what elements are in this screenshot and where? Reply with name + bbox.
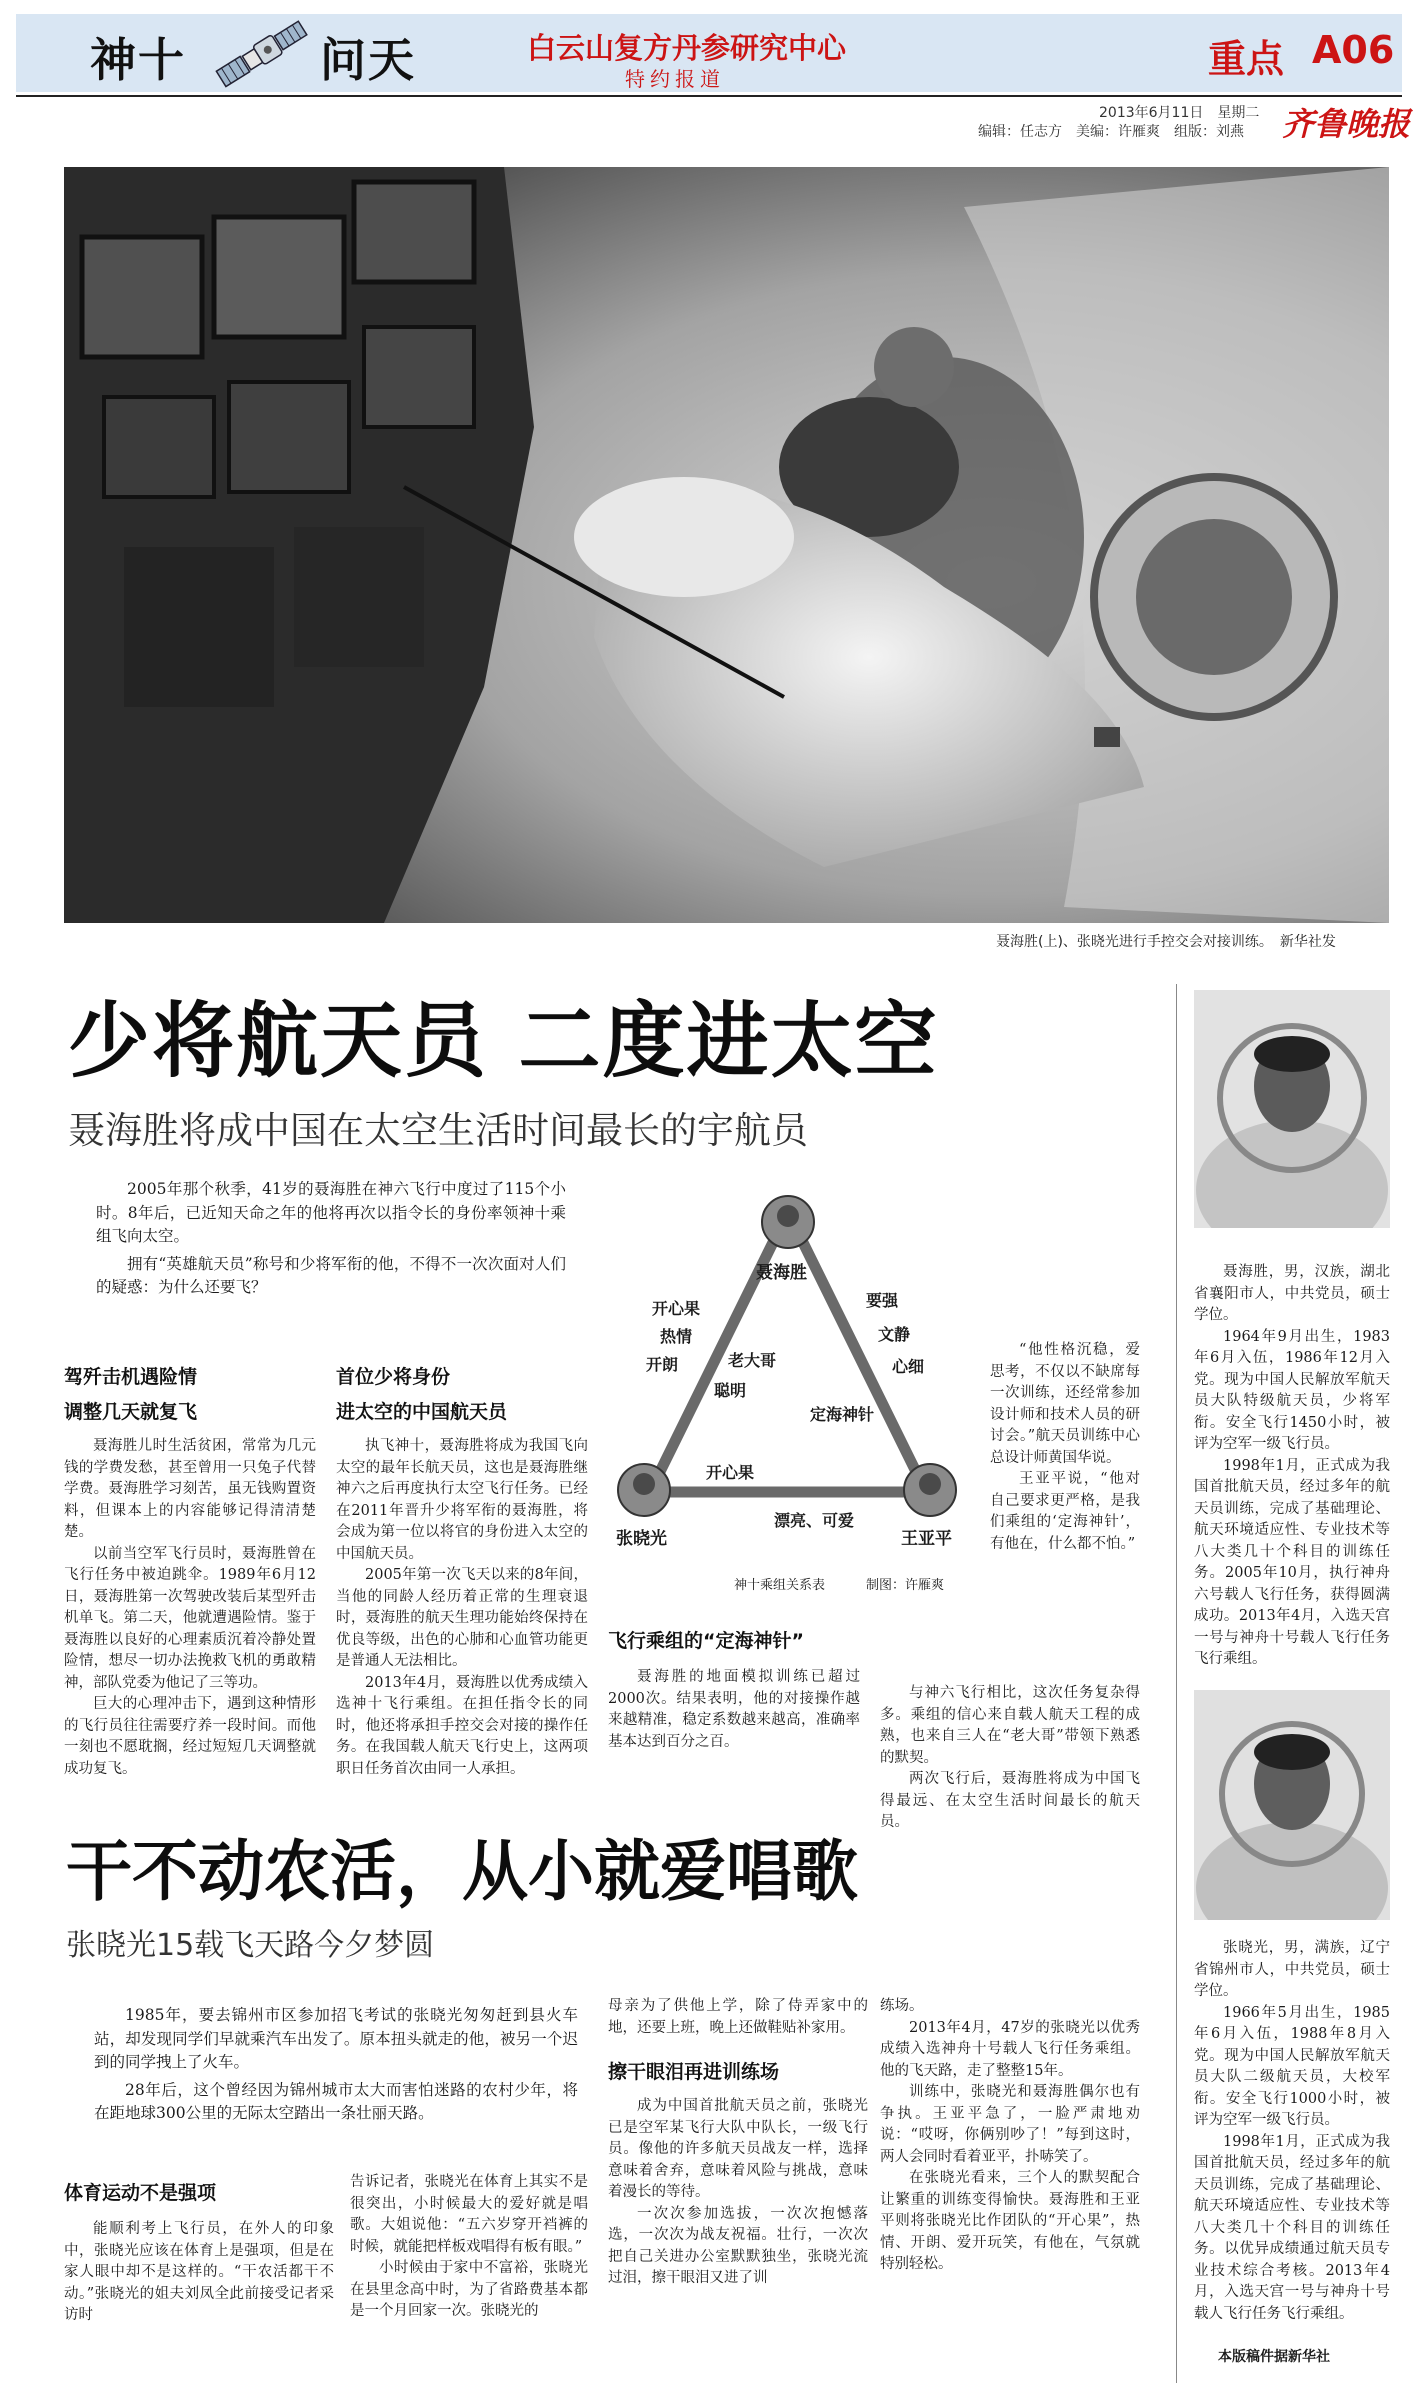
body-para: 小时候由于家中不富裕，张晓光在县里念高中时，为了省路费基本都是一个月回家一次。张晓光的: [350, 2260, 588, 2319]
credits-line: 编辑：任志方 美编：许雁爽 组版：刘燕: [978, 124, 1244, 140]
diagram-bottom: 漂亮、可爱: [774, 1511, 855, 1530]
diagram-caption: 神十乘组关系表: [734, 1578, 826, 1593]
profile-para: 1966年5月出生，1985年6月入伍，1988年8月入党。现为中国人民解放军航天员大队二级航天员，大校军衔。安全飞行1000小时，被评为空军一级飞行员。: [1194, 2004, 1390, 2128]
quote-para: 王亚平说，“他对自己要求更严格，是我们乘组的‘定海神针’，有他在，什么都不怕。”: [990, 1471, 1140, 1552]
body-para: 巨大的心理冲击下，遇到这种情形的飞行员往往需要疗养一段时间。而他一刻也不愿耽搁，经过短短几天调整就成功复飞。: [64, 1696, 316, 1777]
col2-heading: 进太空的中国航天员: [336, 1401, 508, 1423]
col3-heading: 飞行乘组的“定海神针”: [608, 1630, 804, 1652]
brand-left: 神十: [90, 33, 186, 87]
diagram-tl-trait: 开心果: [652, 1299, 701, 1318]
profile-nie: [1194, 1262, 1390, 1671]
profile-para: 1998年1月，正式成为我国首批航天员，经过多年的航天员训练，完成了基础理论、航天环境适应性、专业技术等八大类几十个科目的训练任务。以优异成绩通过航天员专业技术综合考核。2013年4月，入选天宫一号与神舟十号载人飞行任务飞行乘组。: [1194, 2133, 1390, 2322]
profile-zhang: [1194, 1938, 1390, 2325]
paper-name: 齐鲁晚报: [1282, 105, 1411, 143]
diagram-top-name: 聂海胜: [756, 1263, 807, 1283]
body-para: 2013年4月，47岁的张晓光以优秀成绩入选神舟十号载人飞行任务乘组。他的飞天路，走了整整15年。: [880, 2019, 1140, 2079]
body-para: 以前当空军飞行员时，聂海胜曾在飞行任务中被迫跳伞。1989年6月12日，聂海胜第一次驾驶改装后某型歼击机单飞。第二天，他就遭遇险情。鉴于聂海胜以良好的心理素质沉着冷静处置险情，想尽一切办法挽救飞机的勇敢精神，部队党委为他记了三等功。: [64, 1545, 316, 1691]
quote-para: 与神六飞行相比，这次任务复杂得多。乘组的信心来自载人航天工程的成熟，也来自三人在“老大哥”带领下熟悉的默契。: [880, 1685, 1140, 1766]
body-para: 成为中国首批航天员之前，张晓光已是空军某飞行大队中队长，一级飞行员。像他的许多航天员战友一样，选择意味着舍弃，意味着风险与挑战，意味着漫长的等待。: [608, 2098, 868, 2200]
body-para: 一次次参加选拔，一次次抱憾落选，一次次为战友祝福。壮行，一次次把自己关进办公室默默独坐，张晓光流过泪，擦干眼泪又进了训: [608, 2205, 868, 2286]
page-number: A06: [1312, 28, 1395, 72]
body-para: 告诉记者，张晓光在体育上其实不是很突出，小时候最大的爱好就是唱歌。大姐说他：“五六岁穿开裆裤的时候，就能把样板戏唱得有板有眼。”: [350, 2174, 588, 2255]
story2-col4: [880, 1996, 1140, 2276]
diagram-tl-trait: 热情: [660, 1327, 693, 1346]
profile-para: 张晓光，男，满族，辽宁省锦州市人，中共党员，硕士学位。: [1194, 1940, 1390, 1999]
body-para: 聂海胜的地面模拟训练已超过2000次。结果表明，他的对接操作越来越精准，稳定系数越来越高，准确率基本达到百分之百。: [608, 1669, 860, 1750]
body-para: 2013年4月，聂海胜以优秀成绩入选神十飞行乘组。在担任指令长的同时，他还将承担手控交会对接的操作任务。在我国载人航天飞行史上，这两项职日任务首次由同一人承担。: [336, 1674, 588, 1777]
crew-diagram: [596, 1172, 986, 1597]
story1-headline: 少将航天员 二度进太空: [68, 994, 939, 1089]
spacecraft-icon: [196, 14, 326, 94]
diagram-center: 老大哥: [728, 1351, 777, 1370]
story1-col3: [608, 1626, 860, 1753]
story1-quote-col: [990, 1340, 1140, 1555]
story1-subhead: 聂海胜将成中国在太空生活时间最长的宇航员: [68, 1109, 808, 1152]
story2-col3: [608, 1996, 868, 2290]
sponsor-name: 白云山复方丹参研究中心: [527, 31, 847, 65]
lead-para: 拥有“英雄航天员”称号和少将军衔的他，不得不一次次面对人们的疑惑：为什么还要飞？: [96, 1254, 566, 1296]
story2-lead: [94, 2004, 578, 2126]
diagram-center: 定海神针: [810, 1405, 875, 1424]
diagram-tr-trait: 文静: [878, 1325, 911, 1344]
diagram-bottom: 开心果: [706, 1463, 755, 1482]
diagram-center: 聪明: [714, 1381, 747, 1400]
section-label: 重点: [1208, 37, 1285, 81]
body-para: 能顺利考上飞行员，在外人的印象中，张晓光应该在体育上是强项，但是在家人眼中却不是这样的。“干农活都干不动。”张晓光的姐夫刘凤全此前接受记者采访时: [64, 2221, 334, 2323]
col2-heading: 首位少将身份: [336, 1366, 451, 1388]
story1-quote-bottom: [880, 1683, 1140, 1834]
hero-caption: 聂海胜(上)、张晓光进行手控交会对接训练。 新华社发: [996, 934, 1336, 950]
diagram-tl-trait: 开朗: [646, 1355, 679, 1374]
diagram-left-name: 张晓光: [616, 1529, 667, 1549]
lead-para: 2005年那个秋季，41岁的聂海胜在神六飞行中度过了115个小时。8年后，已近知天命之年的他将再次以指令长的身份率领神十乘组飞向太空。: [96, 1180, 566, 1245]
col1-heading: 驾歼击机遇险情: [64, 1366, 198, 1388]
profile-rule: [1176, 984, 1177, 2383]
story1-col2: [336, 1362, 588, 1780]
diagram-tr-trait: 心细: [892, 1357, 925, 1376]
hero-photo: [64, 167, 1389, 923]
profile-para: 1998年1月，正式成为我国首批航天员，经过多年的航天员训练，完成了基础理论、航天环境适应性、专业技术等八大类几十个科目的训练任务。2005年10月，执行神舟六号载人飞行任务，获得圆满成功。2013年4月，入选天宫一号与神舟十号载人飞行任务飞行乘组。: [1194, 1457, 1390, 1667]
diagram-credit: 制图：许雁爽: [866, 1578, 945, 1593]
s2-col3-heading: 擦干眼泪再进训练场: [608, 2061, 780, 2083]
body-para: 2005年第一次飞天以来的8年间，当他的同龄人经历着正常的生理衰退时，聂海胜的航天生理功能始终保持在优良等级，出色的心肺和心血管功能更是普通人无法相比。: [336, 1567, 588, 1669]
profile-para: 聂海胜，男，汉族，湖北省襄阳市人，中共党员，硕士学位。: [1194, 1264, 1390, 1323]
body-para: 母亲为了供他上学，除了侍弄家中的地，还要上班，晚上还做鞋贴补家用。: [608, 1998, 868, 2036]
brand-right: 问天: [320, 33, 416, 87]
profile-photo-zhang: [1194, 1690, 1390, 1920]
story2-col2: [350, 2172, 588, 2323]
story2-col1: [64, 2178, 334, 2327]
lead-para: 1985年，要去锦州市区参加招飞考试的张晓光匆匆赶到县火车站，却发现同学们早就乘汽车出发了。原本扭头就走的他，被另一个迟到的同学拽上了火车。: [94, 2006, 578, 2071]
col1-heading: 调整几天就复飞: [64, 1401, 198, 1423]
body-para: 练场。: [880, 1998, 924, 2014]
source-note: 本版稿件据新华社: [1218, 2349, 1330, 2365]
body-para: 聂海胜儿时生活贫困，常常为几元钱的学费发愁，甚至曾用一只兔子代替学费。聂海胜学习刻苦，虽无钱购置资料，但课本上的内容能够记得清清楚楚。: [64, 1438, 316, 1540]
diagram-tr-trait: 要强: [866, 1291, 899, 1310]
story2-subhead: 张晓光15载飞天路今夕梦圆: [66, 1928, 435, 1963]
story1-lead: [96, 1178, 566, 1300]
lead-para: 28年后，这个曾经因为锦州城市太大而害怕迷路的农村少年，将在距地球300公里的无际太空踏出一条壮丽天路。: [94, 2080, 578, 2122]
s2-col1-heading: 体育运动不是强项: [64, 2182, 217, 2204]
diagram-right-name: 王亚平: [901, 1529, 952, 1549]
profile-para: 1964年9月出生，1983年6月入伍，1986年12月入党。现为中国人民解放军航天员大队特级航天员，少将军衔。安全飞行1450小时，被评为空军一级飞行员。: [1194, 1328, 1390, 1452]
profile-photo-nie: [1194, 990, 1390, 1228]
header-rule: [16, 95, 1402, 97]
story1-col1: [64, 1362, 316, 1780]
story2-headline: 干不动农活，从小就爱唱歌: [66, 1833, 858, 1910]
body-para: 执飞神十，聂海胜将成为我国飞向太空的最年长航天员，这也是聂海胜继神六之后再度执行太空飞行任务。已经在2011年晋升少将军衔的聂海胜，将会成为第一位以将官的身份进入太空的中国航天员。: [336, 1438, 588, 1562]
quote-para: 两次飞行后，聂海胜将成为中国飞得最远、在太空生活时间最长的航天员。: [880, 1771, 1140, 1830]
date-line: 2013年6月11日 星期二: [1099, 105, 1260, 121]
quote-para: “他性格沉稳，爱思考，不仅以不缺席每一次训练，还经常参加设计师和技术人员的研讨会。”航天员训练中心总设计师黄国华说。: [990, 1342, 1140, 1466]
sponsor-sub: 特约报道: [625, 67, 725, 91]
body-para: 在张晓光看来，三个人的默契配合让繁重的训练变得愉快。聂海胜和王亚平则将张晓光比作团队的“开心果”，热情、开朗、爱开玩笑，有他在，气氛就特别轻松。: [880, 2170, 1140, 2272]
body-para: 训练中，张晓光和聂海胜偶尔也有争执。王亚平急了，一脸严肃地劝说：“哎呀，你俩别吵了！”每到这时，两人会同时看着亚平，扑哧笑了。: [880, 2084, 1140, 2165]
